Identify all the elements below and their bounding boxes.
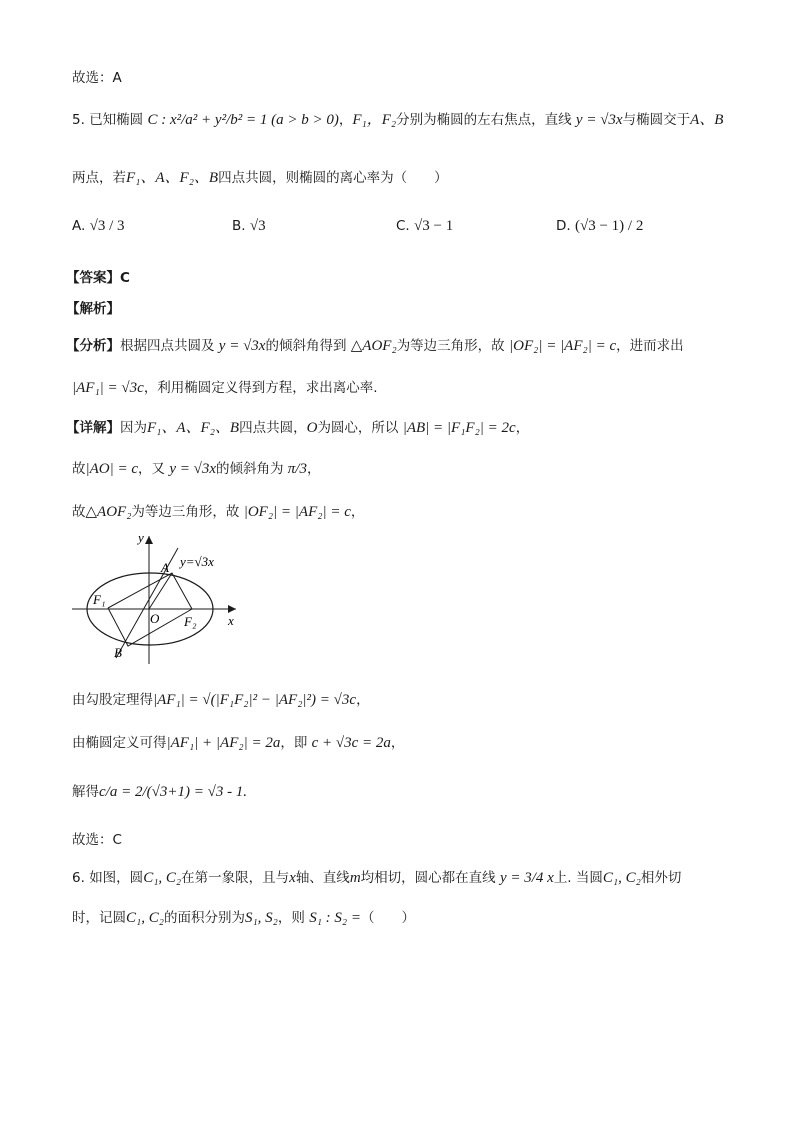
q6-line2 bbox=[72, 906, 415, 927]
q5-option-c[interactable] bbox=[396, 218, 453, 235]
detail-2c: 的倾斜角为 bbox=[216, 461, 284, 477]
q5-foci: F₁，F₂ bbox=[352, 112, 397, 128]
detail-1-pts: F₁、A、F₂、B bbox=[147, 420, 240, 436]
q5-concyclic-pts: F₁、A、F₂、B bbox=[126, 170, 219, 186]
detail-3c: ， bbox=[350, 504, 365, 520]
q5-number: 5. bbox=[72, 112, 85, 128]
detail-5b: ，即 bbox=[280, 735, 308, 751]
q6-text-1: 如图，圆 bbox=[89, 870, 144, 886]
label-a: A bbox=[161, 560, 169, 575]
q6-text-6: 相外切 bbox=[640, 870, 682, 886]
q6-center-line: y = 3/4 x bbox=[499, 870, 554, 886]
q5-answer: 【答案】C bbox=[66, 270, 130, 286]
fenxi-eq2: |AF₁| = √3c bbox=[72, 380, 144, 396]
q6-text-4: 均相切，圆心都在直线 bbox=[360, 870, 496, 886]
fenxi-line1 bbox=[66, 334, 684, 355]
detail-2-eq: |AO| = c bbox=[85, 461, 139, 477]
q5-stem-5: 两点，若 bbox=[72, 170, 126, 186]
option-a-value: √3 / 3 bbox=[89, 218, 125, 234]
detail-1-eq: |AB| = |F₁F₂| = 2c bbox=[402, 420, 516, 436]
q6-text-5: 上. 当圆 bbox=[553, 870, 603, 886]
fenxi-eq: |OF₂| = |AF₂| = c bbox=[508, 338, 617, 354]
q5-final: 故选：C bbox=[72, 832, 122, 848]
detail-line5 bbox=[72, 731, 404, 752]
detail-2a: 故 bbox=[72, 461, 86, 477]
option-b-value: √3 bbox=[249, 218, 266, 234]
q6-text-8: 的面积分别为 bbox=[163, 910, 245, 926]
x-axis-arrow bbox=[228, 605, 236, 613]
detail-4a: 由勾股定理得 bbox=[72, 692, 153, 708]
q6-x-axis: x bbox=[289, 870, 296, 886]
q5-line-eq: y = √3x bbox=[575, 112, 623, 128]
detail-5-eq2: c + √3c = 2a bbox=[311, 735, 391, 751]
q5-option-a[interactable] bbox=[72, 218, 125, 235]
option-d-value: (√3 − 1) / 2 bbox=[574, 218, 644, 234]
detail-5c: ， bbox=[390, 735, 405, 751]
q6-line-m: m bbox=[349, 870, 361, 886]
q5-stem-line1 bbox=[72, 108, 723, 129]
q6-text-10: （ ） bbox=[360, 910, 415, 926]
q6-circles-2: C₁, C₂ bbox=[602, 870, 641, 886]
q5-stem-line2 bbox=[72, 166, 448, 187]
detail-6a: 解得 bbox=[72, 784, 99, 800]
detail-1b: 四点共圆， bbox=[239, 420, 307, 436]
detail-5a: 由椭圆定义可得 bbox=[72, 735, 167, 751]
fenxi-line2 bbox=[72, 376, 378, 397]
prev-answer: 故选：A bbox=[72, 70, 122, 86]
detail-line2 bbox=[72, 457, 320, 478]
detail-line3 bbox=[72, 500, 364, 521]
label-line: y=√3x bbox=[180, 554, 214, 569]
q5-analysis-label: 【解析】 bbox=[66, 301, 120, 317]
detail-line4 bbox=[72, 688, 370, 709]
q5-stem-2: ， bbox=[338, 112, 353, 128]
q5-option-d[interactable] bbox=[556, 218, 643, 235]
detail-4-eq: |AF₁| = √(|F₁F₂|² − |AF₂|²) = √3c bbox=[153, 692, 357, 708]
label-b: B bbox=[114, 645, 122, 660]
q5-stem-1: 已知椭圆 bbox=[89, 112, 144, 128]
fenxi-text-3: 为等边三角形，故 bbox=[396, 338, 505, 354]
ellipse-figure bbox=[68, 530, 248, 670]
fenxi-text-2: 的倾斜角得到 bbox=[265, 338, 347, 354]
detail-2d: ， bbox=[306, 461, 321, 477]
q6-line1 bbox=[72, 866, 681, 887]
option-d-label: D. bbox=[556, 218, 571, 234]
detail-1d: ， bbox=[515, 420, 530, 436]
q6-text-9: ，则 bbox=[277, 910, 305, 926]
detail-4b: ， bbox=[356, 692, 370, 708]
detail-prefix: 【详解】 bbox=[66, 420, 120, 436]
detail-3-eq: |OF₂| = |AF₂| = c bbox=[243, 504, 351, 520]
q6-ratio: S₁ : S₂ = bbox=[309, 910, 361, 926]
detail-2-line: y = √3x bbox=[169, 461, 216, 477]
q6-circles: C₁, C₂ bbox=[143, 870, 182, 886]
q6-circles-3: C₁, C₂ bbox=[126, 910, 164, 926]
q5-stem-6: 四点共圆，则椭圆的离心率为（ ） bbox=[218, 170, 448, 186]
q5-option-b[interactable] bbox=[232, 218, 266, 235]
q6-number: 6. bbox=[72, 870, 85, 886]
q6-text-7: 时，记圆 bbox=[72, 910, 126, 926]
fenxi-text-1: 根据四点共圆及 bbox=[120, 338, 215, 354]
q6-text-3: 轴、直线 bbox=[295, 870, 350, 886]
detail-1a: 因为 bbox=[120, 420, 147, 436]
q5-stem-4: 与椭圆交于 bbox=[622, 112, 691, 128]
label-x: x bbox=[228, 613, 234, 628]
label-o: O bbox=[150, 611, 160, 626]
q6-text-2: 在第一象限，且与 bbox=[181, 870, 290, 886]
q5-points-ab: A、B bbox=[690, 112, 724, 128]
option-b-label: B. bbox=[232, 218, 246, 234]
q6-areas: S₁, S₂ bbox=[244, 910, 278, 926]
fenxi-prefix: 【分析】 bbox=[66, 338, 120, 354]
fenxi-text-4: ，进而求出 bbox=[616, 338, 684, 354]
fenxi-line-eq: y = √3x bbox=[218, 338, 266, 354]
label-f2: F₂ bbox=[184, 614, 197, 629]
y-axis-arrow bbox=[145, 536, 153, 544]
option-a-label: A. bbox=[72, 218, 86, 234]
label-f1: F₁ bbox=[93, 592, 106, 607]
detail-line1 bbox=[66, 416, 529, 437]
detail-1c: 为圆心，所以 bbox=[317, 420, 399, 436]
detail-2b: ，又 bbox=[138, 461, 166, 477]
fenxi-triangle: △AOF₂ bbox=[350, 338, 397, 354]
option-c-value: √3 − 1 bbox=[414, 218, 454, 234]
detail-line6 bbox=[72, 780, 247, 801]
detail-1-o: O bbox=[306, 420, 318, 436]
label-y: y bbox=[138, 530, 144, 545]
detail-2-angle: π/3 bbox=[287, 461, 307, 477]
detail-6-eq: c/a = 2/(√3+1) = √3 - 1. bbox=[99, 784, 248, 800]
detail-3b: 为等边三角形，故 bbox=[131, 504, 240, 520]
detail-3-tri: △AOF₂ bbox=[85, 504, 132, 520]
detail-3a: 故 bbox=[72, 504, 86, 520]
detail-5-eq: |AF₁| + |AF₂| = 2a bbox=[166, 735, 281, 751]
option-c-label: C. bbox=[396, 218, 410, 234]
q5-ellipse-eq: C : x²/a² + y²/b² = 1 (a > b > 0) bbox=[147, 112, 339, 128]
fenxi-text-5: ，利用椭圆定义得到方程，求出离心率. bbox=[143, 380, 378, 396]
q5-stem-3: 分别为椭圆的左右焦点，直线 bbox=[396, 112, 572, 128]
